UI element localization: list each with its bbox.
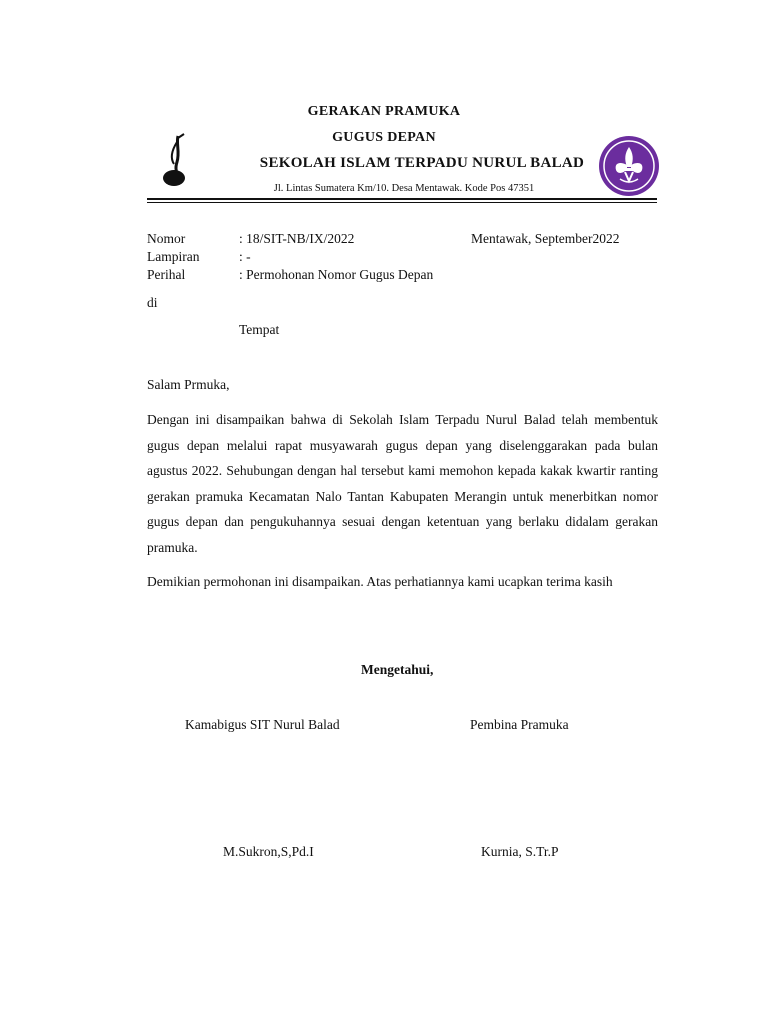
recipient-di: di [147,295,158,310]
nomor-label: Nomor [147,231,186,246]
letterhead-line-2: GUGUS DEPAN [332,130,436,145]
greeting: Salam Prmuka, [147,377,230,392]
letterhead-divider-thin [147,202,657,203]
nomor-value: : 18/SIT-NB/IX/2022 [239,231,355,246]
place-date: Mentawak, September2022 [471,231,620,246]
signatory-left-name: M.Sukron,S,Pd.I [223,844,314,859]
signatory-right-title: Pembina Pramuka [470,717,569,732]
perihal-value: : Permohonan Nomor Gugus Depan [239,267,434,282]
letterhead-divider [147,198,657,200]
perihal-label: Perihal [147,267,186,282]
letterhead-address: Jl. Lintas Sumatera Km/10. Desa Mentawak. Kode Pos 47351 [273,183,535,194]
recipient-tempat: Tempat [239,322,280,337]
letterhead-school-name: SEKOLAH ISLAM TERPADU NURUL BALAD [259,155,585,171]
signature-heading: Mengetahui, [361,662,434,677]
signatory-left-title: Kamabigus SIT Nurul Balad [185,717,340,732]
body-paragraph-2: Demikian permohonan ini disampaikan. Atas perhatiannya kami ucapkan terima kasih [147,574,613,589]
letterhead-line-1: GERAKAN PRAMUKA [307,104,461,119]
body-paragraph-1: Dengan ini disampaikan bahwa di Sekolah Islam Terpadu Nurul Balad telah membentuk gugus depan melalui rapat musyawarah gugus depan yang diselenggarakan pada bulan agustus 2022. Sehubungan dengan hal tersebut kami memohon kepada kakak kwartir ranting gerakan pramuka Kecamatan Nalo Tantan Kabupaten Merangin untuk menerbitkan nomor gugus depan dan pengukuhannya sesuai dengan ketentuan yang berlaku didalam gerakan pramuka. [147,412,658,555]
lampiran-label: Lampiran [147,249,200,264]
world-scout-emblem-icon [598,135,660,197]
lampiran-value: : - [239,249,251,264]
signatory-right-name: Kurnia, S.Tr.P [481,844,559,859]
